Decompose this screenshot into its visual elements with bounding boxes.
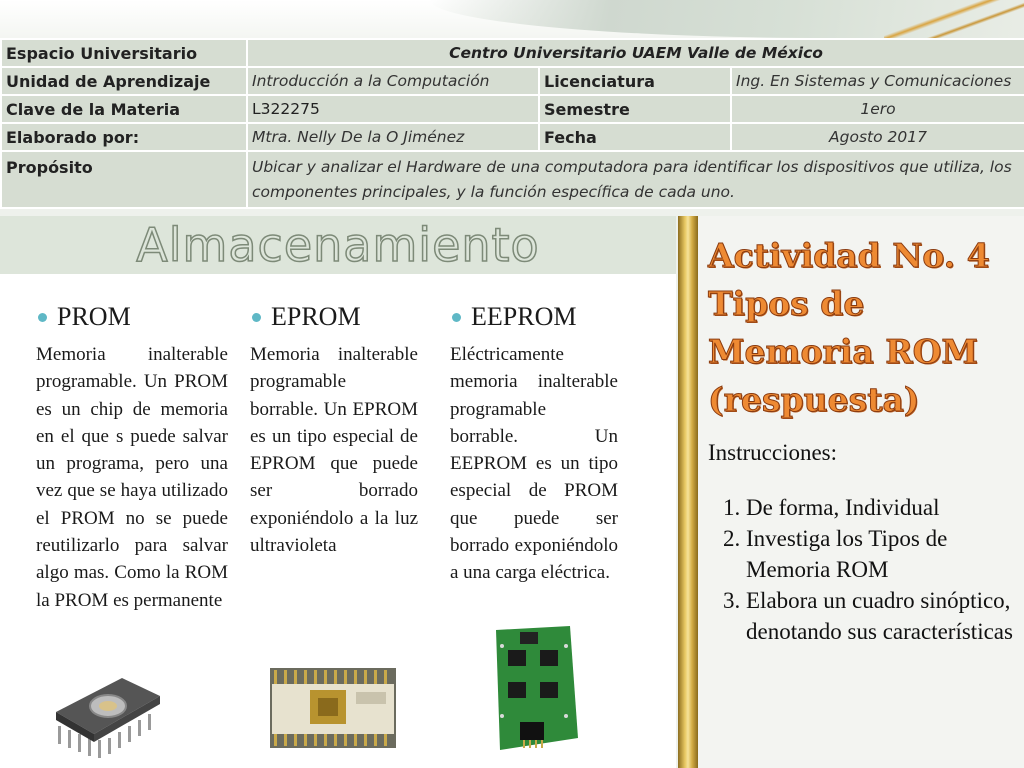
unidad-label: Unidad de Aprendizaje xyxy=(1,67,247,95)
clave-value: L322275 xyxy=(247,95,539,123)
proposito-value: Ubicar y analizar el Hardware de una computadora para identificar los dispositivos que utiliza, los componentes principales, y la función específica de cada uno. xyxy=(247,151,1024,208)
row-proposito xyxy=(1,151,1024,208)
row-espacio xyxy=(1,39,1024,67)
bullet-icon xyxy=(252,313,261,322)
instruction-step: 2. Investiga los Tipos de Memoria ROM xyxy=(746,523,1018,585)
prom-heading: PROM xyxy=(57,302,131,331)
eeprom-circuit-board-image xyxy=(490,626,578,750)
eeprom-text: Eléctricamente memoria inalterable programable borrable. Un EEPROM es un tipo especial de PROM que puede ser borrado exponiéndolo a una carga eléctrica. xyxy=(450,344,618,584)
row-clave xyxy=(1,95,1024,123)
top-decoration xyxy=(0,0,1024,38)
prom-text: Memoria inalterable programable. Un PROM es un chip de memoria en el que s puede salvar un programa, pero una vez que se haya utilizado el PROM no se puede reutilizarlo para salvar algo mas. Como la ROM la PROM es permanente xyxy=(36,344,228,611)
gold-divider xyxy=(678,216,698,768)
eprom-column xyxy=(250,300,418,559)
elaborado-label: Elaborado por: xyxy=(1,123,247,151)
fecha-label: Fecha xyxy=(539,123,731,151)
row-unidad xyxy=(1,67,1024,95)
bullet-icon xyxy=(38,313,47,322)
eeprom-column xyxy=(450,300,618,587)
unidad-value: Introducción a la Computación xyxy=(247,67,539,95)
info-table xyxy=(0,38,1024,209)
gold-lines-decoration xyxy=(884,0,1024,38)
licenciatura-value: Ing. En Sistemas y Comunicaciones xyxy=(731,67,1024,95)
semestre-label: Semestre xyxy=(539,95,731,123)
row-elaborado xyxy=(1,123,1024,151)
eeprom-heading: EEPROM xyxy=(471,302,577,331)
eprom-heading: EPROM xyxy=(271,302,361,331)
activity-panel xyxy=(698,216,1024,768)
fecha-value: Agosto 2017 xyxy=(731,123,1024,151)
elaborado-value: Mtra. Nelly De la O Jiménez xyxy=(247,123,539,151)
proposito-label: Propósito xyxy=(1,151,247,208)
section-title: Almacenamiento xyxy=(136,218,540,272)
instructions-label: Instrucciones: xyxy=(708,440,838,465)
bullet-icon xyxy=(452,313,461,322)
eprom-text: Memoria inalterable programable borrable. Un EPROM es un tipo especial de EPROM que puede ser borrado exponiéndolo a la luz ultravioleta xyxy=(250,344,418,557)
espacio-label: Espacio Universitario xyxy=(1,39,247,67)
licenciatura-label: Licenciatura xyxy=(539,67,731,95)
instruction-step: 1. De forma, Individual xyxy=(746,492,1018,523)
eprom-window-chip-image xyxy=(270,668,396,748)
prom-column xyxy=(36,300,228,614)
semestre-value: 1ero xyxy=(731,95,1024,123)
instruction-step: 3. Elabora un cuadro sinóptico, denotando sus características xyxy=(746,585,1018,647)
activity-title: Actividad No. 4 Tipos de Memoria ROM (respuesta) xyxy=(708,236,990,419)
instructions xyxy=(708,440,1018,647)
instructions-list xyxy=(708,492,1018,647)
clave-label: Clave de la Materia xyxy=(1,95,247,123)
espacio-value: Centro Universitario UAEM Valle de México xyxy=(247,39,1024,67)
eprom-chip-image xyxy=(52,668,162,760)
